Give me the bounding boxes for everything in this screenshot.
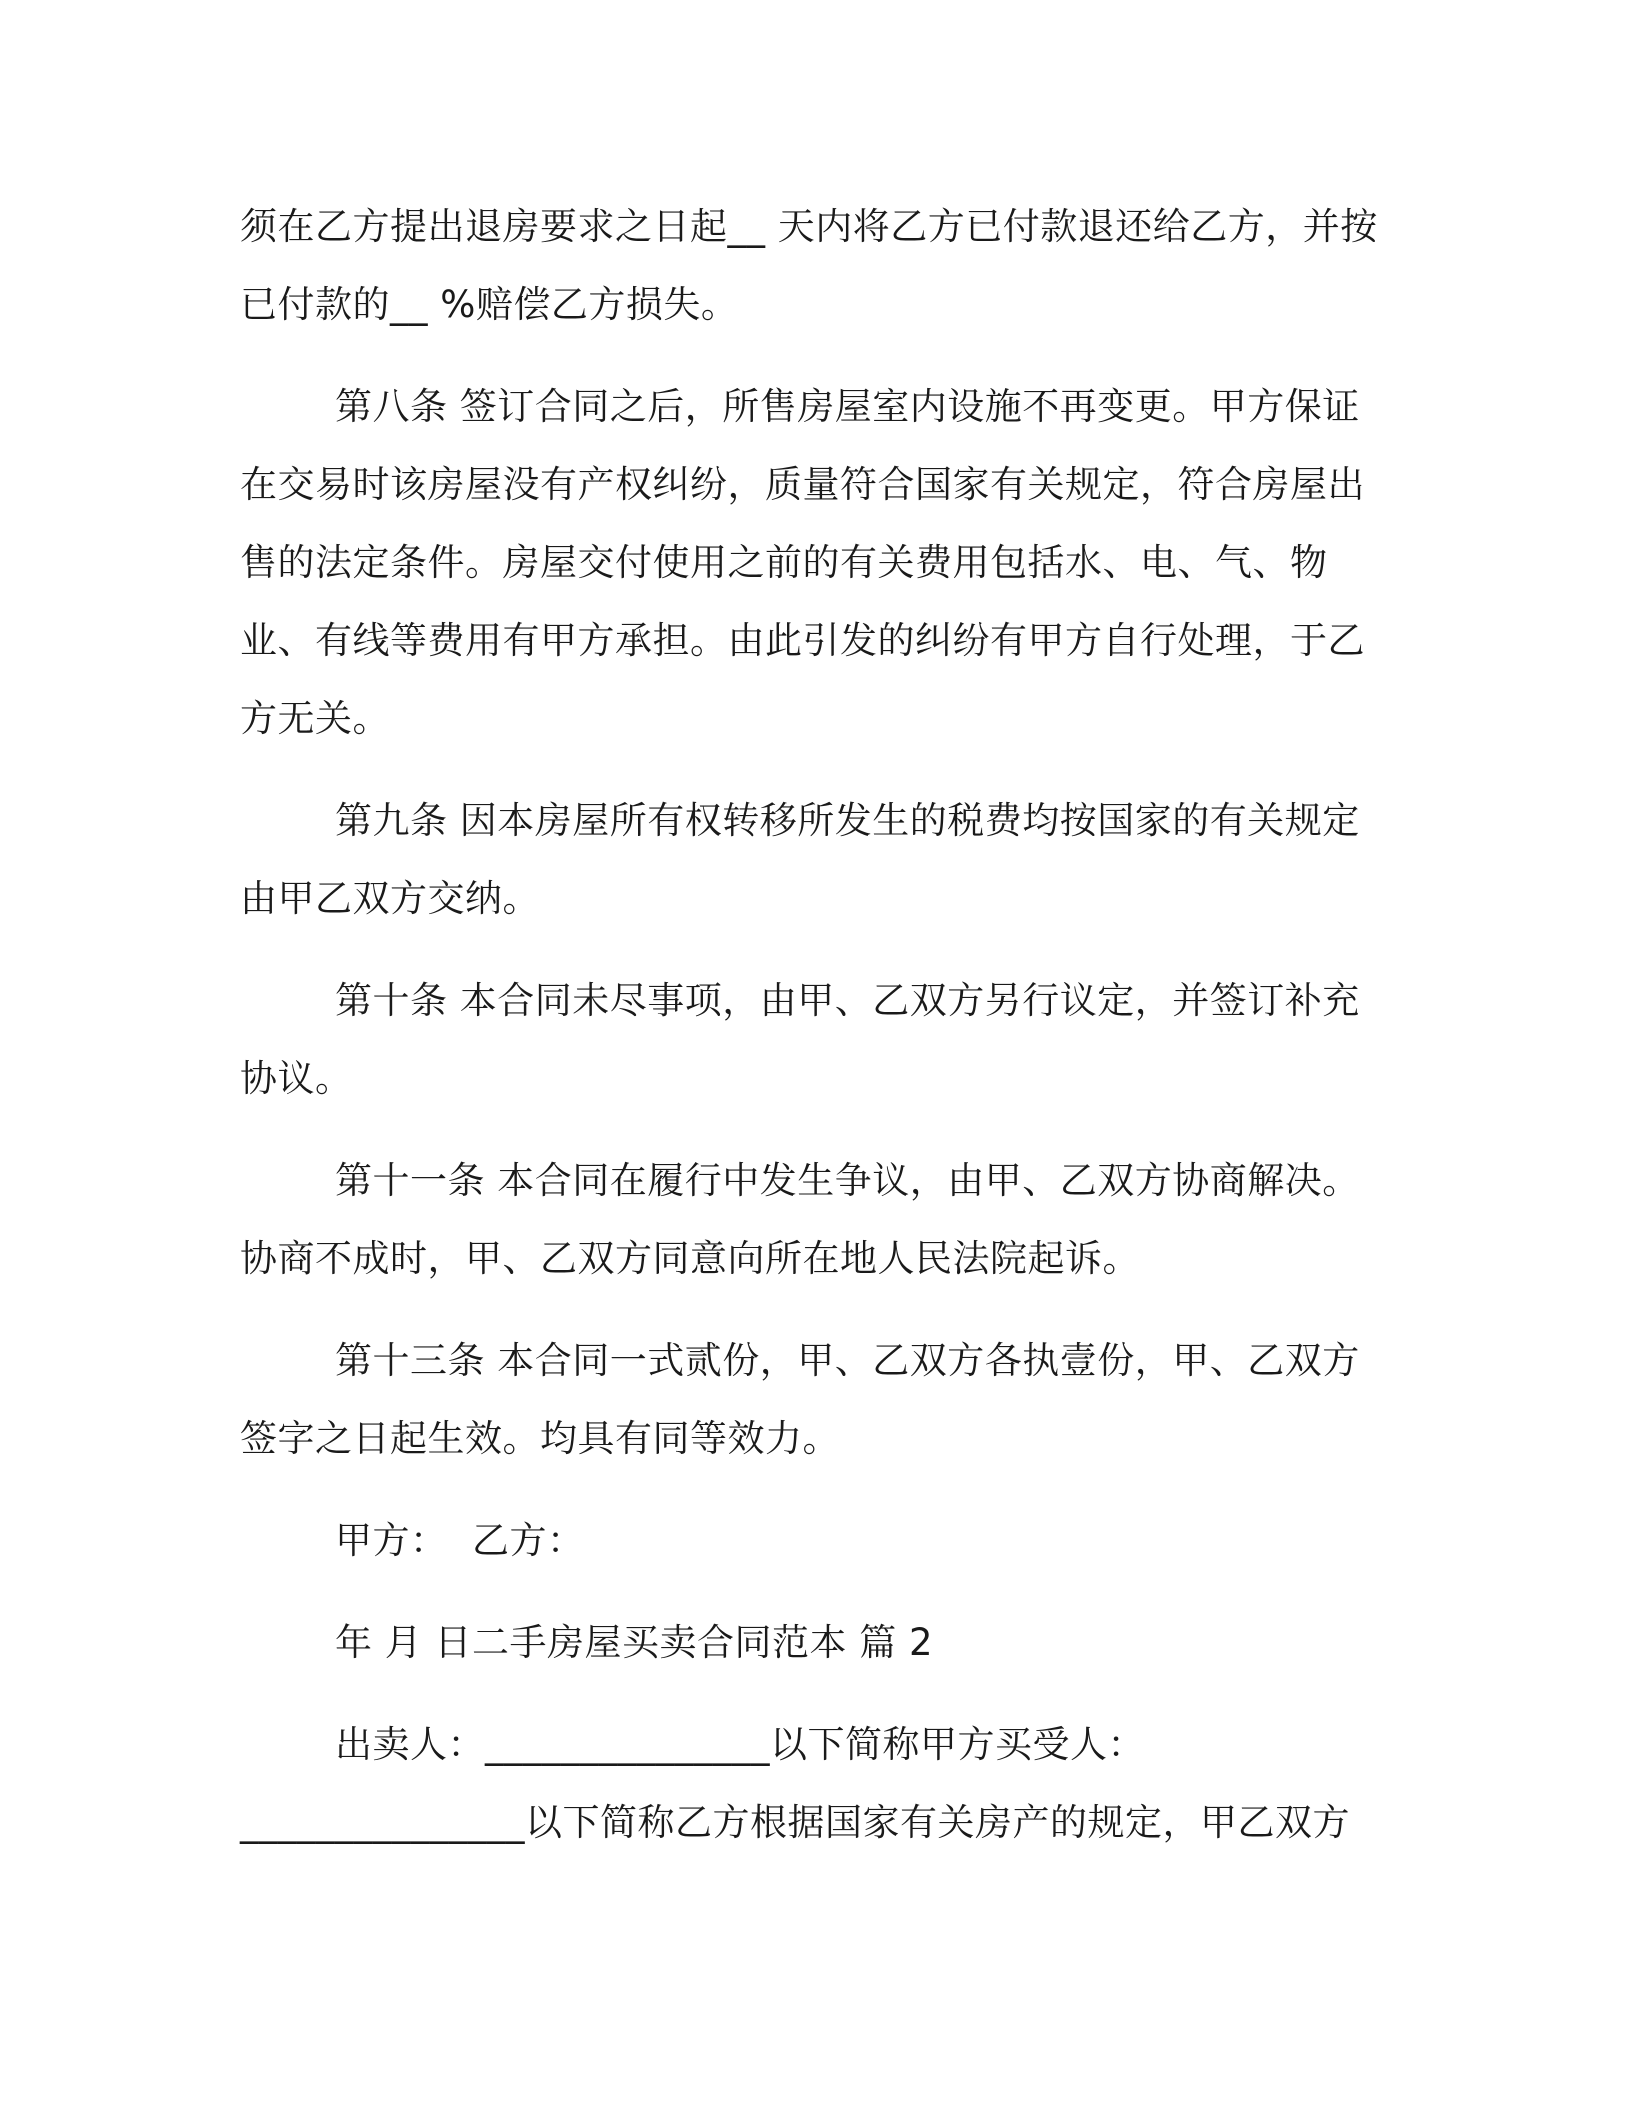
paragraph-article-8: 第八条 签订合同之后，所售房屋室内设施不再变更。甲方保证在交易时该房屋没有产权纠纷，质量符合国家有关规定，符合房屋出售的法定条件。房屋交付使用之前的有关费用包括水、电、气、物业、有线等费用有甲方承担。由此引发的纠纷有甲方自行处理，于乙方无关。: [240, 385, 1365, 740]
paragraph-seller-buyer: 出卖人：_______________以下简称甲方买受人：_______________以下简称乙方根据国家有关房产的规定，甲乙双方: [240, 1723, 1350, 1844]
signature-parties-line: 甲方： 乙方：: [335, 1519, 585, 1562]
paragraph-article-11: 第十一条 本合同在履行中发生争议，由甲、乙双方协商解决。协商不成时，甲、乙双方同意向所在地人民法院起诉。: [240, 1159, 1360, 1280]
paragraph-article-10: 第十条 本合同未尽事项，由甲、乙双方另行议定，并签订补充协议。: [240, 979, 1360, 1100]
paragraph-article-13: 第十三条 本合同一式贰份，甲、乙双方各执壹份，甲、乙双方签字之日起生效。均具有同等效力。: [240, 1339, 1360, 1460]
paragraph-article-9: 第九条 因本房屋所有权转移所发生的税费均按国家的有关规定由甲乙双方交纳。: [240, 799, 1360, 920]
date-and-section-heading: 年 月 日二手房屋买卖合同范本 篇 2: [335, 1621, 934, 1664]
paragraph-refund-clause: 须在乙方提出退房要求之日起__ 天内将乙方已付款退还给乙方，并按已付款的__ %赔偿乙方损失。: [240, 205, 1378, 326]
document-body: [240, 188, 1390, 1886]
